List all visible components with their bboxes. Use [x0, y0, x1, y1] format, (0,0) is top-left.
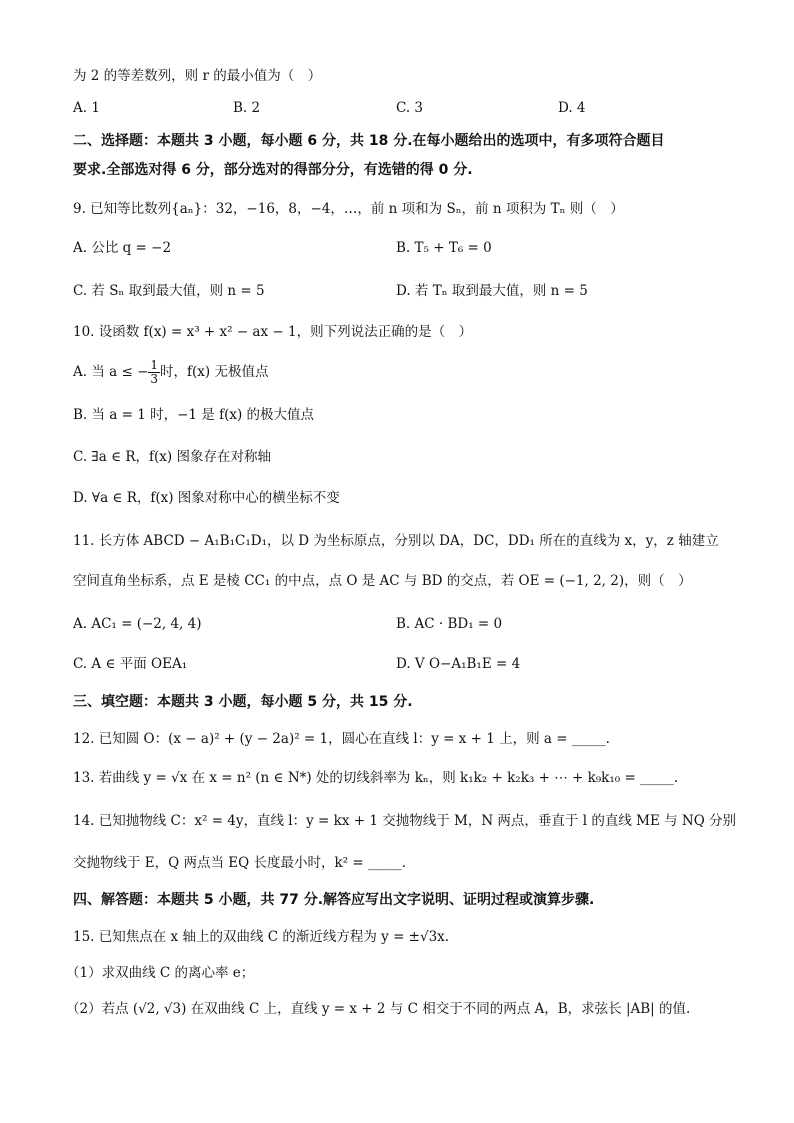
q10-option-a-prefix: A. 当 a ≤ − — [73, 364, 149, 380]
section-4-heading: 四、解答题：本题共 5 小题，共 77 分.解答应写出文字说明、证明过程或演算步骤. — [73, 892, 595, 908]
question-13: 13. 若曲线 y = √x 在 x = n² (n ∈ N*) 处的切线斜率为 kₙ，则 k₁k₂ + k₂k₃ + ⋯ + k₉k₁₀ = _____. — [73, 770, 679, 786]
section-2-line-1: 二、选择题：本题共 3 小题，每小题 6 分，共 18 分.在每小题给出的选项中，有多项符合题目 — [73, 133, 665, 149]
q9-option-b: B. T₅ + T₆ = 0 — [396, 240, 492, 256]
fraction — [148, 359, 160, 386]
q15-part-1: （1）求双曲线 C 的离心率 e； — [66, 965, 255, 981]
q15-stem: 15. 已知焦点在 x 轴上的双曲线 C 的渐近线方程为 y = ±√3x. — [73, 929, 450, 945]
q11-option-c: C. A ∈ 平面 OEA₁ — [73, 656, 188, 672]
fraction-denominator: 3 — [150, 372, 159, 386]
q11-stem-line-2: 空间直角坐标系，点 E 是棱 CC₁ 的中点，点 O 是 AC 与 BD 的交点，若 OE = (−1, 2, 2)，则（ ） — [73, 573, 692, 589]
q11-option-a: A. AC₁ = (−2, 4, 4) — [73, 616, 202, 632]
q10-stem: 10. 设函数 f(x) = x³ + x² − ax − 1，则下列说法正确的是（ ） — [73, 324, 473, 340]
q9-option-c: C. 若 Sₙ 取到最大值，则 n = 5 — [73, 283, 265, 299]
q10-option-c: C. ∃a ∈ R，f(x) 图象存在对称轴 — [73, 449, 271, 465]
fraction-numerator: 1 — [150, 358, 159, 372]
q10-option-d: D. ∀a ∈ R，f(x) 图象对称中心的横坐标不变 — [73, 490, 340, 506]
q8-option-c: C. 3 — [396, 100, 424, 116]
q8-option-b: B. 2 — [233, 100, 261, 116]
q8-text: 为 2 的等差数列，则 r 的最小值为（ ） — [73, 68, 322, 84]
q10-option-b: B. 当 a = 1 时，−1 是 f(x) 的极大值点 — [73, 407, 315, 423]
section-2-line-2: 要求.全部选对得 6 分，部分选对的得部分分，有选错的得 0 分. — [73, 162, 473, 178]
q9-stem: 9. 已知等比数列{aₙ}：32，−16，8，−4，…，前 n 项和为 Sₙ，前 n 项积为 Tₙ 则（ ） — [73, 201, 624, 217]
q14-line-1: 14. 已知抛物线 C：x² = 4y，直线 l：y = kx + 1 交抛物线于 M，N 两点，垂直于 l 的直线 ME 与 NQ 分别 — [73, 813, 737, 829]
q11-option-d: D. V O−A₁B₁E = 4 — [396, 656, 521, 672]
q9-option-d: D. 若 Tₙ 取到最大值，则 n = 5 — [396, 283, 588, 299]
q8-option-d: D. 4 — [558, 100, 586, 116]
section-3-heading: 三、填空题：本题共 3 小题，每小题 5 分，共 15 分. — [73, 694, 413, 710]
q10-option-a — [73, 358, 734, 386]
q10-option-a-suffix: 时，f(x) 无极值点 — [160, 364, 269, 380]
q9-option-a: A. 公比 q = −2 — [73, 240, 172, 256]
q11-stem-line-1: 11. 长方体 ABCD − A₁B₁C₁D₁，以 D 为坐标原点，分别以 DA，DC，DD₁ 所在的直线为 x，y，z 轴建立 — [73, 533, 719, 549]
question-12: 12. 已知圆 O：(x − a)² + (y − 2a)² = 1，圆心在直线 l：y = x + 1 上，则 a = _____. — [73, 731, 610, 747]
q15-part-2: （2）若点 (√2, √3) 在双曲线 C 上，直线 y = x + 2 与 C 相交于不同的两点 A，B，求弦长 |AB| 的值. — [66, 1001, 691, 1017]
q8-option-a: A. 1 — [73, 100, 100, 116]
q14-line-2: 交抛物线于 E，Q 两点当 EQ 长度最小时，k² = _____. — [73, 855, 407, 871]
q11-option-b: B. AC · BD₁ = 0 — [396, 616, 503, 632]
